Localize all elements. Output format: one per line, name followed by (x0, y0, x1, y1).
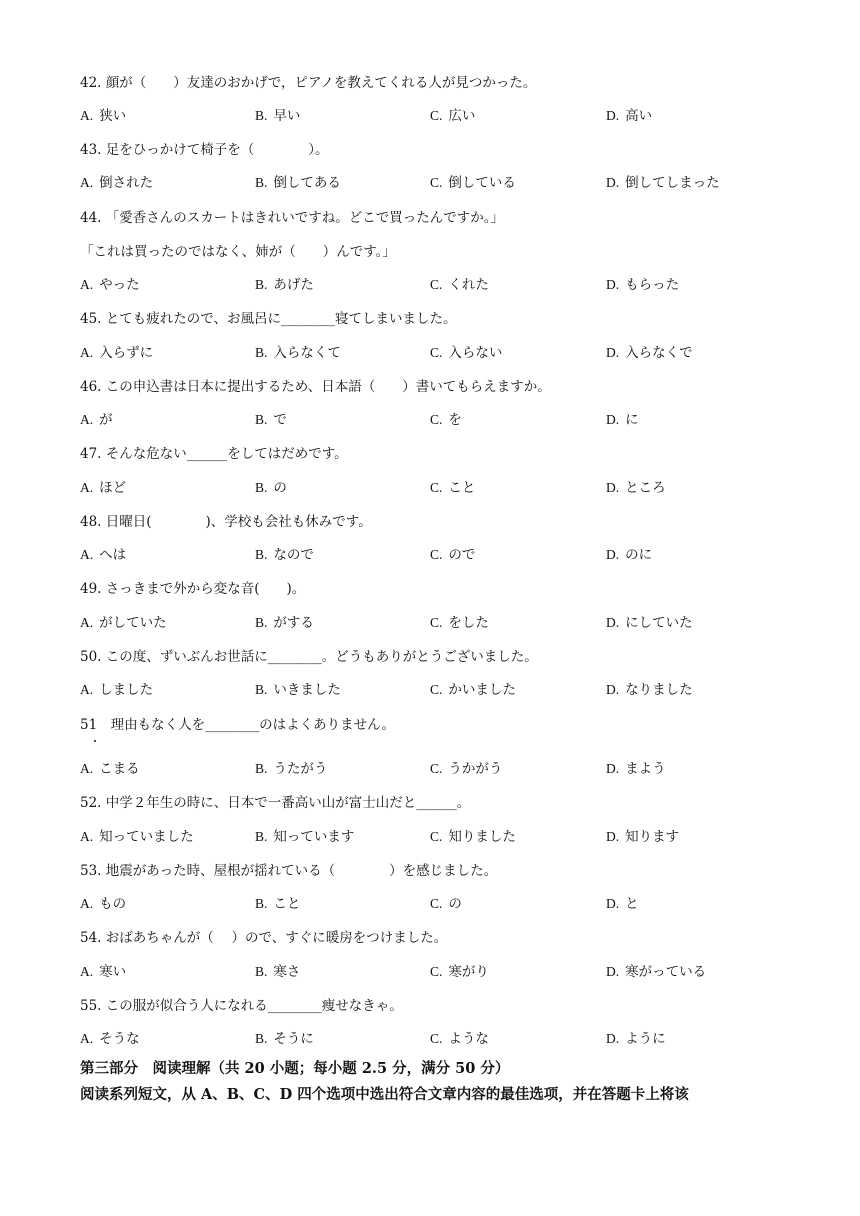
question-52-stem: 52. 中学２年生の時に、日本で一番高い山が富士山だと______。 (80, 795, 471, 811)
section-title: 第三部分 阅读理解（共 20 小题；每小题 2.5 分，满分 50 分） (80, 1060, 510, 1077)
option-a: A. やった (80, 277, 140, 293)
option-b: B. 知っています (255, 829, 355, 845)
option-d: D. 倒してしまった (606, 175, 720, 191)
question-44-stem: 44. 「愛香さんのスカートはきれいですね。どこで買ったんですか。」 (80, 210, 505, 226)
question-46-options (80, 410, 800, 430)
option-c: C. 入らない (430, 345, 503, 361)
question-54-options (80, 962, 800, 982)
option-b: B. そうに (255, 1031, 314, 1047)
option-c: C. うかがう (430, 761, 503, 777)
option-b: B. こと (255, 896, 301, 912)
option-b: B. あげた (255, 277, 314, 293)
question-43-stem: 43. 足をひっかけて椅子を（ ）。 (80, 142, 329, 158)
option-c: C. 広い (430, 108, 476, 124)
option-d: D. もらった (606, 277, 680, 293)
option-d: D. 寒がっている (606, 964, 707, 980)
question-50-options (80, 680, 800, 700)
option-a: A. しました (80, 682, 154, 698)
option-b: B. うたがう (255, 761, 328, 777)
option-b: B. 倒してある (255, 175, 341, 191)
option-b: B. なので (255, 547, 314, 563)
question-50-stem: 50. この度、ずいぶんお世話に________。どうもありがとうございました。 (80, 649, 538, 665)
option-a: A. へは (80, 547, 127, 563)
option-d: D. のに (606, 547, 653, 563)
option-a: A. こまる (80, 761, 140, 777)
question-44-stem-line2: 「これは買ったのではなく、姉が（ ）んです。」 (80, 244, 396, 260)
option-c: C. ような (430, 1031, 489, 1047)
option-d: D. 知ります (606, 829, 680, 845)
section-instruction: 阅读系列短文，从 A、B、C、D 四个选项中选出符合文章内容的最佳选项，并在答题卡上将该 (80, 1086, 689, 1103)
option-d: D. まよう (606, 761, 666, 777)
stray-dot-mark (94, 740, 96, 742)
option-a: A. 寒い (80, 964, 127, 980)
question-49-stem: 49. さっきまで外から変な音( )。 (80, 581, 306, 597)
option-a: A. 知っていました (80, 829, 194, 845)
question-53-options (80, 894, 800, 914)
question-51-stem: 51 理由もなく人を________のはよくありません。 (80, 717, 395, 733)
option-c: C. 寒がり (430, 964, 489, 980)
option-c: C. を (430, 412, 462, 428)
option-a: A. そうな (80, 1031, 140, 1047)
option-a: A. 入らずに (80, 345, 154, 361)
question-44-options (80, 275, 800, 295)
option-b: B. で (255, 412, 287, 428)
option-d: D. ところ (606, 480, 666, 496)
question-53-stem: 53. 地震があった時、屋根が揺れている（ ）を感じました。 (80, 863, 498, 879)
option-c: C. 知りました (430, 829, 516, 845)
option-d: D. 高い (606, 108, 653, 124)
question-45-options (80, 343, 800, 363)
option-d: D. と (606, 896, 639, 912)
question-48-stem: 48. 日曜日( )、学校も会社も休みです。 (80, 514, 372, 530)
question-45-stem: 45. とても疲れたので、お風呂に________寝てしまいました。 (80, 311, 457, 327)
option-c: C. こと (430, 480, 476, 496)
option-c: C. ので (430, 547, 476, 563)
option-d: D. 入らなくで (606, 345, 693, 361)
option-a: A. 倒された (80, 175, 154, 191)
option-a: A. が (80, 412, 113, 428)
option-c: C. をした (430, 615, 489, 631)
option-a: A. もの (80, 896, 127, 912)
option-b: B. 入らなくて (255, 345, 341, 361)
option-c: C. くれた (430, 277, 489, 293)
option-d: D. にしていた (606, 615, 693, 631)
option-d: D. ように (606, 1031, 666, 1047)
option-d: D. に (606, 412, 639, 428)
question-42-stem: 42. 顔が（ ）友達のおかげで，ピアノを教えてくれる人が見つかった。 (80, 75, 537, 91)
option-b: B. の (255, 480, 287, 496)
question-52-options (80, 827, 800, 847)
option-b: B. いきました (255, 682, 341, 698)
question-42-options (80, 106, 800, 126)
question-43-options (80, 173, 800, 193)
option-b: B. 寒さ (255, 964, 301, 980)
question-51-options (80, 759, 800, 779)
option-c: C. かいました (430, 682, 516, 698)
option-a: A. ほど (80, 480, 127, 496)
question-55-options (80, 1029, 800, 1049)
question-55-stem: 55. この服が似合う人になれる________痩せなきゃ。 (80, 998, 403, 1014)
question-48-options (80, 545, 800, 565)
question-49-options (80, 613, 800, 633)
question-46-stem: 46. この申込書は日本に提出するため、日本語（ ）書いてもらえますか。 (80, 379, 551, 395)
option-a: A. 狭い (80, 108, 127, 124)
option-b: B. 早い (255, 108, 301, 124)
question-47-options (80, 478, 800, 498)
option-c: C. の (430, 896, 462, 912)
option-c: C. 倒している (430, 175, 516, 191)
option-a: A. がしていた (80, 615, 167, 631)
option-d: D. なりました (606, 682, 693, 698)
question-54-stem: 54. おばあちゃんが（ ）ので、すぐに暖房をつけました。 (80, 930, 448, 946)
question-47-stem: 47. そんな危ない______をしてはだめです。 (80, 446, 348, 462)
option-b: B. がする (255, 615, 314, 631)
